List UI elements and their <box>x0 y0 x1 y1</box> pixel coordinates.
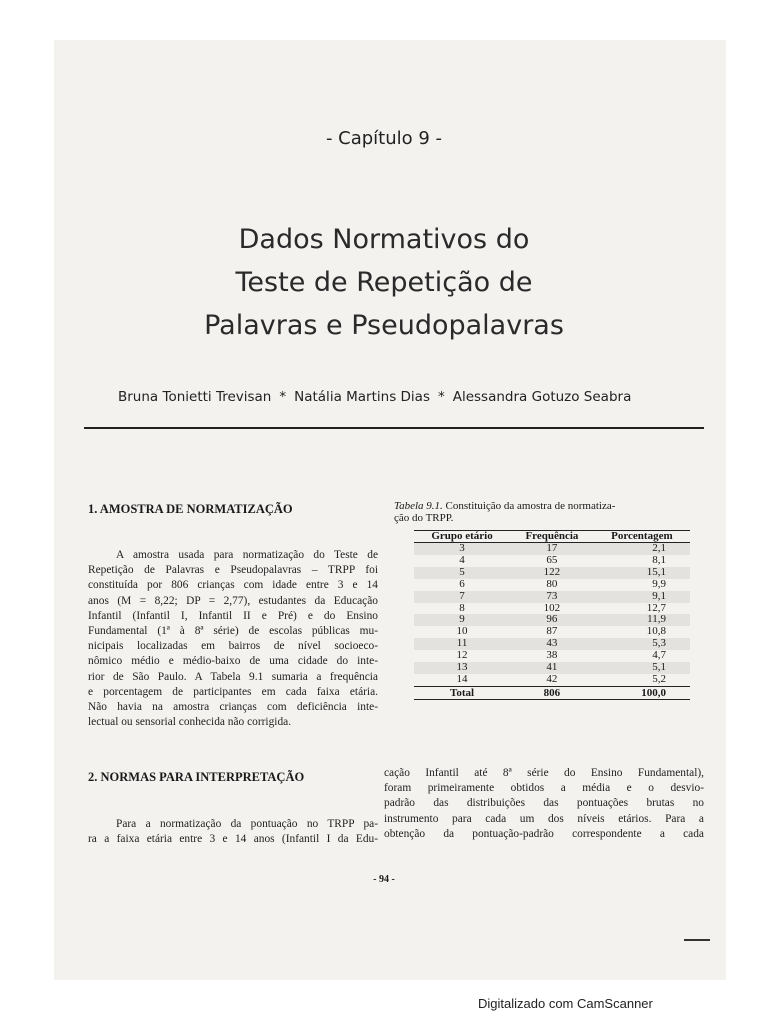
age-cell: 6 <box>459 577 465 590</box>
section-1-heading: 1. AMOSTRA DE NORMATIZAÇÃO <box>88 502 293 516</box>
page-number: - 94 - <box>373 874 395 885</box>
header-age-group: Grupo etário <box>414 531 510 543</box>
sample-table <box>414 530 690 700</box>
section-2-paragraph-left <box>88 817 378 847</box>
freq-cell: 65 <box>546 553 558 566</box>
section-2-paragraph-right <box>384 766 704 842</box>
table-caption-label: Tabela 9.1. <box>394 500 443 512</box>
age-cell: 8 <box>459 601 465 614</box>
freq-cell: 43 <box>510 638 594 650</box>
freq-cell: 122 <box>510 567 594 579</box>
total-frequency: 806 <box>510 686 594 699</box>
scan-mark <box>684 939 710 941</box>
age-cell: 12 <box>456 649 468 662</box>
title-line-1: Dados Normativos do <box>238 224 530 255</box>
paragraph-line: rior de São Paulo. A Tabela 9.1 sumaria a frequência <box>88 670 378 683</box>
table-caption-text-2: ção do TRPP. <box>394 512 454 524</box>
paragraph-line: nicipais localizadas em bairros de nível socioeco- <box>88 640 378 653</box>
table-header-row <box>414 531 690 543</box>
paragraph-line: A amostra usada para normatização do Teste de <box>116 549 378 561</box>
age-cell: 13 <box>414 662 510 674</box>
author-name: Bruna Tonietti Trevisan <box>118 389 272 405</box>
pct-cell: 10,8 <box>646 625 666 638</box>
table-row <box>414 591 690 603</box>
pct-cell: 9,1 <box>594 591 690 603</box>
freq-cell: 87 <box>546 625 558 638</box>
age-cell: 9 <box>414 614 510 626</box>
author-name: Natália Martins Dias <box>294 389 430 405</box>
freq-cell: 96 <box>510 614 594 626</box>
freq-cell: 73 <box>510 591 594 603</box>
pct-cell: 5,2 <box>652 672 666 685</box>
table-row <box>414 579 690 591</box>
total-percentage: 100,0 <box>594 686 690 699</box>
table-caption-text: Constituição da amostra de normatiza- <box>445 500 616 512</box>
paragraph-line: obtenção da pontuação-padrão correspondente a cada <box>384 827 704 840</box>
scanner-watermark: Digitalizado com CamScanner <box>478 996 653 1011</box>
freq-cell: 41 <box>510 662 594 674</box>
chapter-title <box>0 218 768 347</box>
age-cell: 11 <box>414 638 510 650</box>
table-caption <box>394 500 694 524</box>
age-cell: 10 <box>456 625 468 638</box>
paragraph-line: foram primeiramente obtidos a média e o desvio- <box>384 782 704 795</box>
age-cell: 7 <box>414 591 510 603</box>
paragraph-line: lectual ou sensorial conhecida não corrigida. <box>88 716 292 729</box>
pct-cell: 2,1 <box>594 543 690 555</box>
author-name: Alessandra Gotuzo Seabra <box>452 389 632 405</box>
title-line-3: Palavras e Pseudopalavras <box>204 310 564 341</box>
paragraph-line: Para a normatização da pontuação no TRPP pa- <box>116 818 378 830</box>
header-percentage: Porcentagem <box>594 531 690 543</box>
title-line-2: Teste de Repetição de <box>235 267 533 298</box>
table-total-row <box>414 686 690 699</box>
header-rule <box>84 427 704 429</box>
freq-cell: 17 <box>510 543 594 555</box>
paragraph-line: instrumento para cada um dos níveis etários. Para a <box>384 812 704 825</box>
freq-cell: 102 <box>543 601 561 614</box>
section-1-paragraph <box>88 548 378 730</box>
author-separator: * <box>279 389 287 405</box>
freq-cell: 42 <box>546 672 558 685</box>
author-separator: * <box>437 389 445 405</box>
total-label: Total <box>414 686 510 699</box>
age-cell: 14 <box>456 672 468 685</box>
paragraph-line: nômico médio e médio-baixo de uma cidade do inte- <box>88 655 378 668</box>
paragraph-line: Não havia na amostra crianças com deficiência inte- <box>88 701 378 714</box>
paragraph-line: Infantil (Infantil I, Infantil II e Pré) e do Ensino <box>88 609 378 622</box>
pct-cell: 5,3 <box>594 638 690 650</box>
paragraph-line: cação Infantil até 8ª série do Ensino Fundamental), <box>384 767 704 779</box>
paragraph-line: Fundamental (1ª à 8ª série) de escolas públicas mu- <box>88 625 378 638</box>
pct-cell: 9,9 <box>652 577 666 590</box>
paragraph-line: Repetição de Palavras e Pseudopalavras – TRPP foi <box>88 564 378 577</box>
header-frequency: Frequência <box>510 531 594 543</box>
pct-cell: 12,7 <box>646 601 666 614</box>
paragraph-line: padrão das distribuições das pontuações brutas no <box>384 797 704 810</box>
pct-cell: 11,9 <box>594 614 690 626</box>
pct-cell: 4,7 <box>652 649 666 662</box>
pct-cell: 15,1 <box>594 567 690 579</box>
freq-cell: 38 <box>546 649 558 662</box>
paragraph-line: anos (M = 8,22; DP = 2,77), estudantes da Educação <box>88 594 378 607</box>
paragraph-line: constituída por 806 crianças com idade entre 3 e 14 <box>88 579 378 592</box>
pct-cell: 8,1 <box>652 553 666 566</box>
freq-cell: 80 <box>546 577 558 590</box>
table-row <box>414 567 690 579</box>
author-list <box>118 389 678 405</box>
chapter-label: - Capítulo 9 - <box>325 128 443 149</box>
section-2-heading: 2. NORMAS PARA INTERPRETAÇÃO <box>88 770 305 784</box>
age-cell: 3 <box>414 543 510 555</box>
pct-cell: 5,1 <box>594 662 690 674</box>
paragraph-line: e porcentagem de participantes em cada faixa etária. <box>88 685 378 698</box>
paragraph-line: ra a faixa etária entre 3 e 14 anos (Infantil I da Edu- <box>88 833 378 846</box>
age-cell: 5 <box>414 567 510 579</box>
age-cell: 4 <box>459 553 465 566</box>
table-row <box>414 674 690 686</box>
